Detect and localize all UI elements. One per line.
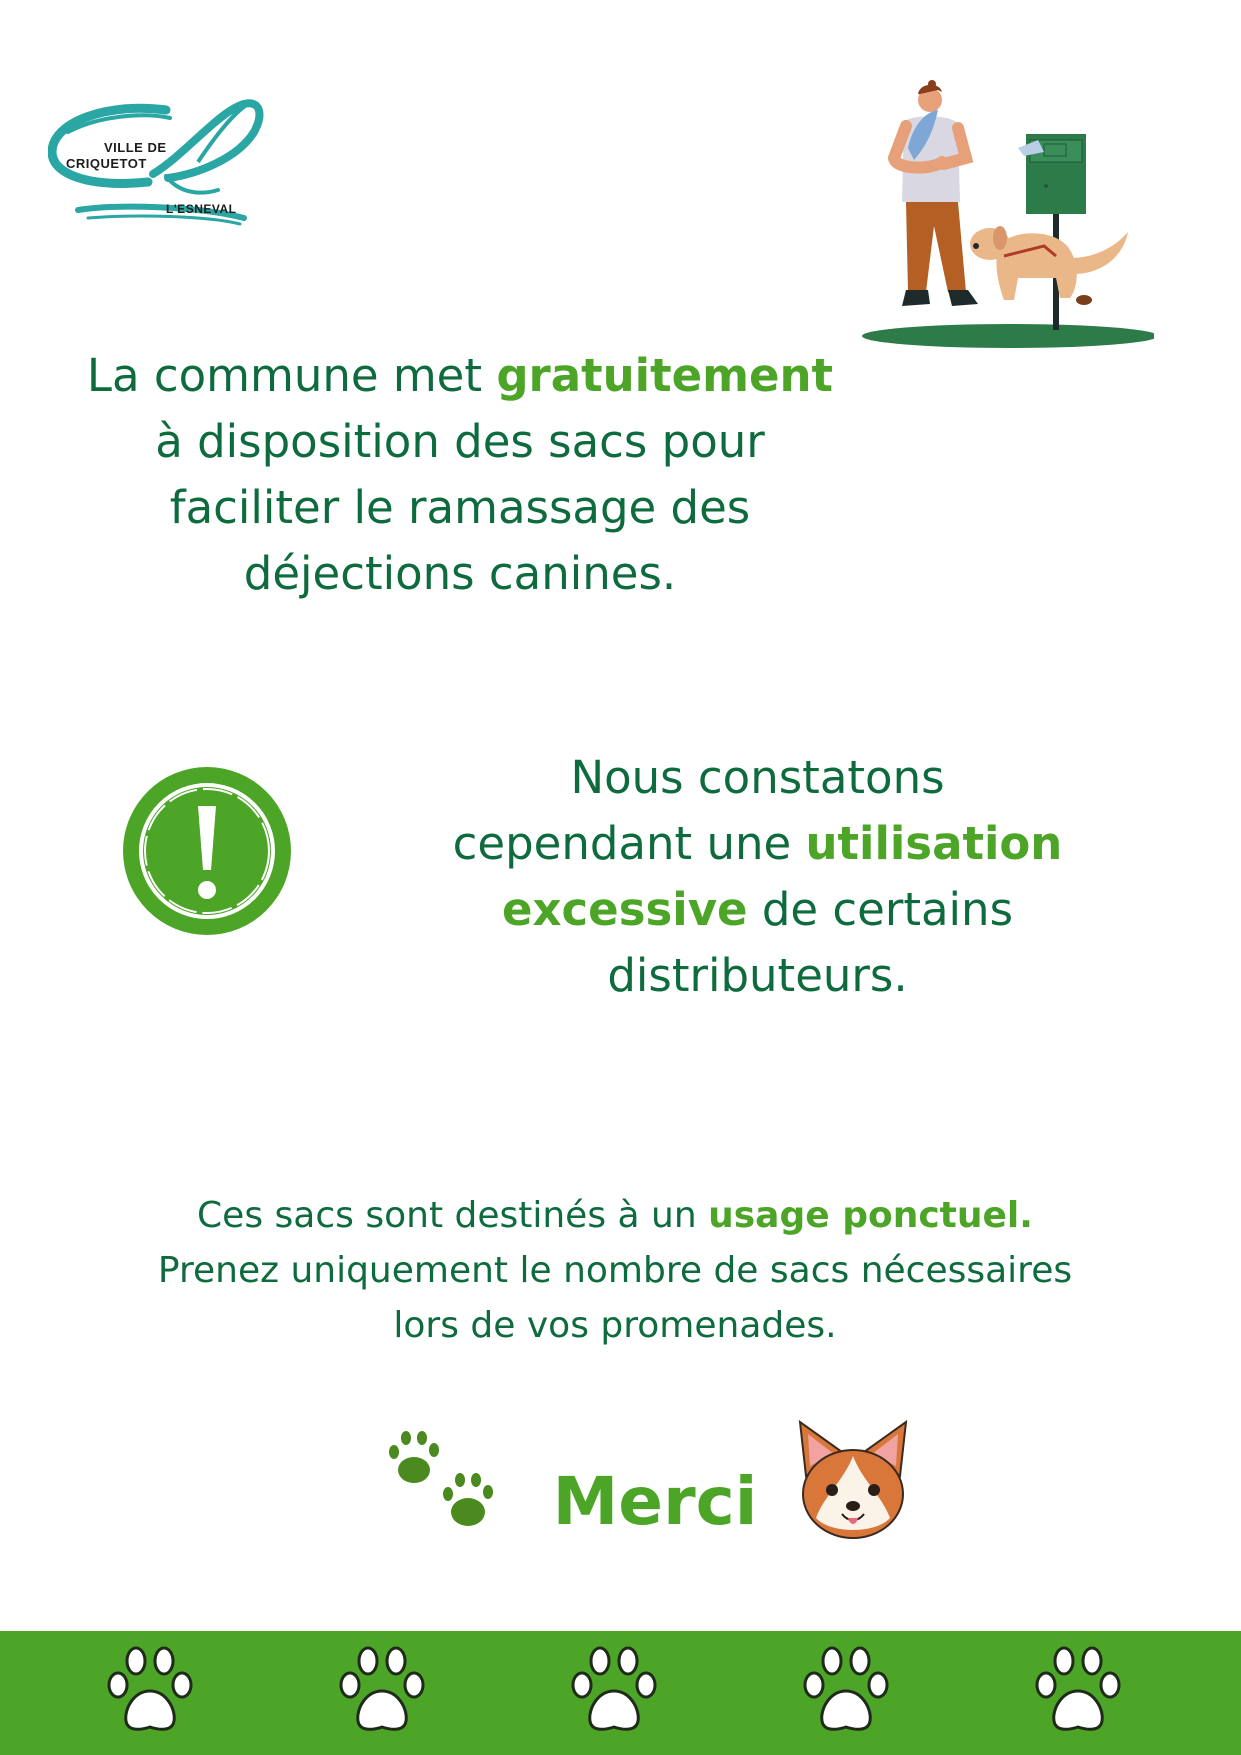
logo-line-1: VILLE DE <box>104 140 167 155</box>
notice-text-2: cependant une <box>452 817 806 870</box>
exclamation-warning-icon <box>122 766 292 936</box>
intro-highlight-free: gratuitement <box>496 349 834 402</box>
usage-highlight: usage ponctuel. <box>708 1195 1033 1236</box>
intro-text-3: faciliter le ramassage des <box>169 481 751 534</box>
paw-icon <box>568 1643 660 1737</box>
notice-highlight-1: utilisation <box>805 817 1063 870</box>
usage-paragraph <box>80 1188 1150 1353</box>
paw-icon <box>336 1643 428 1737</box>
intro-text-1: La commune met <box>86 349 497 402</box>
paw-icon <box>1032 1643 1124 1737</box>
paw-icon <box>104 1643 196 1737</box>
logo-brush-icon <box>48 92 300 252</box>
usage-text-3: lors de vos promenades. <box>393 1305 837 1346</box>
notice-text-4: distributeurs. <box>607 949 908 1002</box>
notice-text-1: Nous constatons <box>570 751 945 804</box>
paw-prints-icon <box>386 1428 500 1532</box>
intro-text-4: déjections canines. <box>243 547 677 600</box>
footer-band <box>0 1631 1241 1755</box>
logo-line-2: CRIQUETOT <box>66 156 147 171</box>
intro-paragraph <box>60 343 860 607</box>
man-with-dog-bag-dispenser-illustration <box>848 78 1154 352</box>
thank-you-label: Merci <box>552 1463 758 1540</box>
usage-text-1: Ces sacs sont destinés à un <box>197 1195 709 1236</box>
intro-text-2: à disposition des sacs pour <box>155 415 765 468</box>
notice-highlight-2: excessive <box>501 883 748 936</box>
paw-icon <box>800 1643 892 1737</box>
notice-text-3: de certains <box>747 883 1014 936</box>
notice-paragraph <box>420 745 1095 1009</box>
town-logo <box>48 92 300 252</box>
logo-line-3: L'ESNEVAL <box>166 202 237 216</box>
usage-text-2: Prenez uniquement le nombre de sacs nécessaires <box>157 1250 1073 1291</box>
corgi-face-icon <box>794 1420 912 1542</box>
